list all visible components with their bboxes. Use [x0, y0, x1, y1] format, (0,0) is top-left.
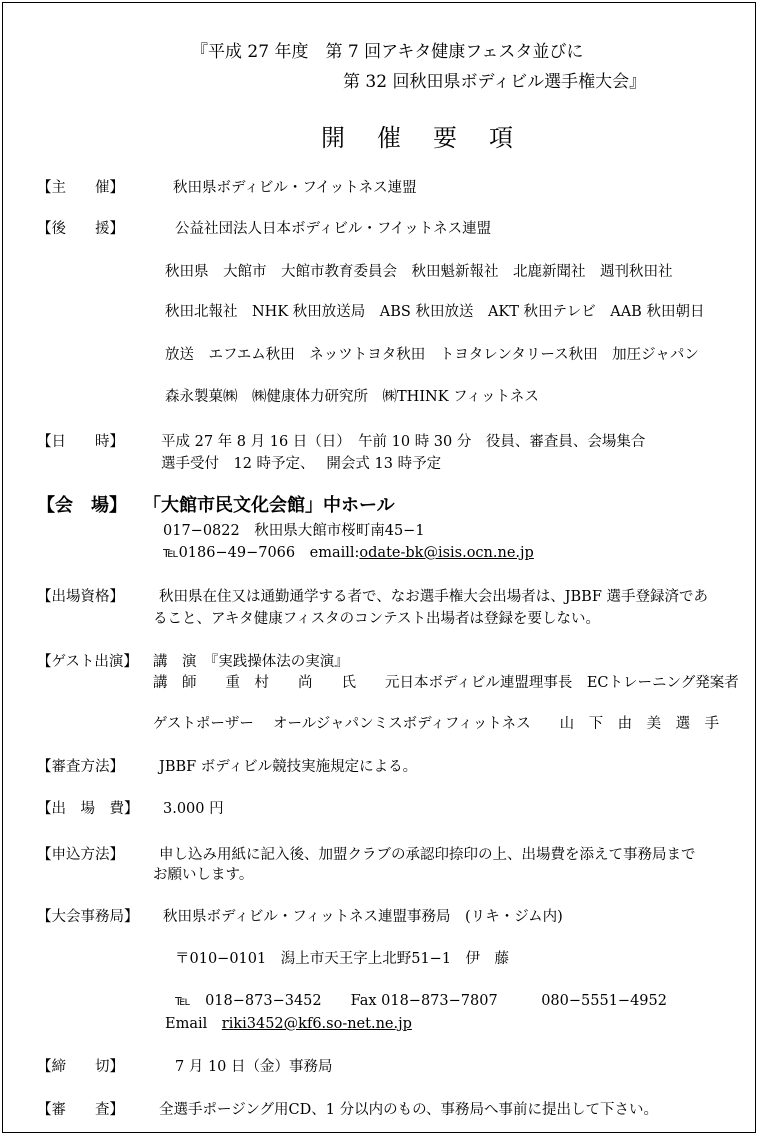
guest-line-3: ゲストポーザー オールジャパンミスボディフィットネス 山 下 由 美 選 手 — [153, 716, 720, 732]
fee-value: 3.000 円 — [163, 801, 224, 817]
office-address: 〒010−0101 潟上市天王字上北野51−1 伊 藤 — [175, 951, 510, 967]
application-line-1: 申し込み用紙に記入後、加盟クラブの承認印捺印の上、出場費を添えて事務局まで — [159, 847, 696, 863]
office-email-prefix: Email — [165, 1016, 222, 1032]
application-label: 【申込方法】 — [37, 847, 124, 863]
guest-label: 【ゲスト出演】 — [37, 654, 138, 670]
title-line-1: 『平成 27 年度 第 7 回アキタ健康フェスタ並びに — [191, 42, 584, 62]
support-line-1: 公益社団法人日本ボディビル・フイットネス連盟 — [175, 221, 492, 237]
office-email-row — [165, 1015, 412, 1033]
fee-label: 【出 場 費】 — [37, 801, 139, 817]
office-label: 【大会事務局】 — [37, 909, 139, 925]
eligibility-line-1: 秋田県在住又は通勤通学する者で、なお選手権大会出場者は、JBBF 選手登録済であ — [159, 589, 709, 605]
venue-address: 017−0822 秋田県大館市桜町南45−1 — [163, 523, 425, 539]
eligibility-line-2: ること、アキタ健康フィスタのコンテスト出場者は登録を要しない。 — [153, 611, 601, 627]
venue-email-link[interactable]: odate-bk@isis.ocn.ne.jp — [359, 545, 534, 561]
datetime-line-1: 平成 27 年 8 月 16 日（日） 午前 10 時 30 分 役員、審査員、会場集合 — [161, 434, 646, 450]
eligibility-label: 【出場資格】 — [37, 589, 124, 605]
sponsor-value: 秋田県ボディビル・フイットネス連盟 — [173, 180, 417, 196]
office-name: 秋田県ボディビル・フィットネス連盟事務局 (リキ・ジム内) — [163, 909, 563, 925]
main-heading: 開催要項 — [321, 124, 545, 152]
review-value: 全選手ポージング用CD、1 分以内のもの、事務局へ事前に提出して下さい。 — [159, 1102, 659, 1118]
office-email-link[interactable]: riki3452@kf6.so-net.ne.jp — [221, 1016, 412, 1032]
venue-contact — [163, 544, 534, 562]
application-line-2: お願いします。 — [153, 867, 254, 883]
judging-label: 【審査方法】 — [37, 759, 124, 775]
document-page — [2, 2, 756, 1133]
venue-label: 【会 場】 — [37, 495, 127, 516]
venue-tel: ℡0186−49−7066 emaill: — [163, 545, 360, 561]
guest-line-1: 講 演 『実践操体法の実演』 — [153, 654, 349, 670]
venue-name: 「大館市民文化会館」中ホール — [143, 495, 395, 516]
support-line-5: 森永製菓㈱ ㈱健康体力研究所 ㈱THINK フィットネス — [165, 389, 539, 405]
support-line-4: 放送 エフエム秋田 ネッツトヨタ秋田 トヨタレンタリース秋田 加圧ジャパン — [165, 347, 699, 363]
deadline-label: 【締 切】 — [37, 1059, 124, 1075]
sponsor-label: 【主 催】 — [37, 180, 124, 196]
review-label: 【審 査】 — [37, 1102, 124, 1118]
support-label: 【後 援】 — [37, 221, 124, 237]
datetime-label: 【日 時】 — [37, 434, 124, 450]
datetime-line-2: 選手受付 12 時予定、 開会式 13 時予定 — [161, 456, 442, 472]
judging-value: JBBF ボディビル競技実施規定による。 — [159, 759, 418, 775]
support-line-2: 秋田県 大館市 大館市教育委員会 秋田魁新報社 北鹿新聞社 週刊秋田社 — [165, 264, 673, 280]
support-line-3: 秋田北報社 NHK 秋田放送局 ABS 秋田放送 AKT 秋田テレビ AAB 秋田朝日 — [165, 304, 705, 320]
guest-line-2: 講 師 重 村 尚 氏 元日本ボディビル連盟理事長 ECトレーニング発案者 — [153, 675, 739, 691]
deadline-value: 7 月 10 日（金）事務局 — [175, 1059, 333, 1075]
title-line-2: 第 32 回秋田県ボディビル選手権大会』 — [343, 72, 647, 92]
office-phones: ℡ 018−873−3452 Fax 018−873−7807 080−5551−4952 — [175, 993, 667, 1009]
